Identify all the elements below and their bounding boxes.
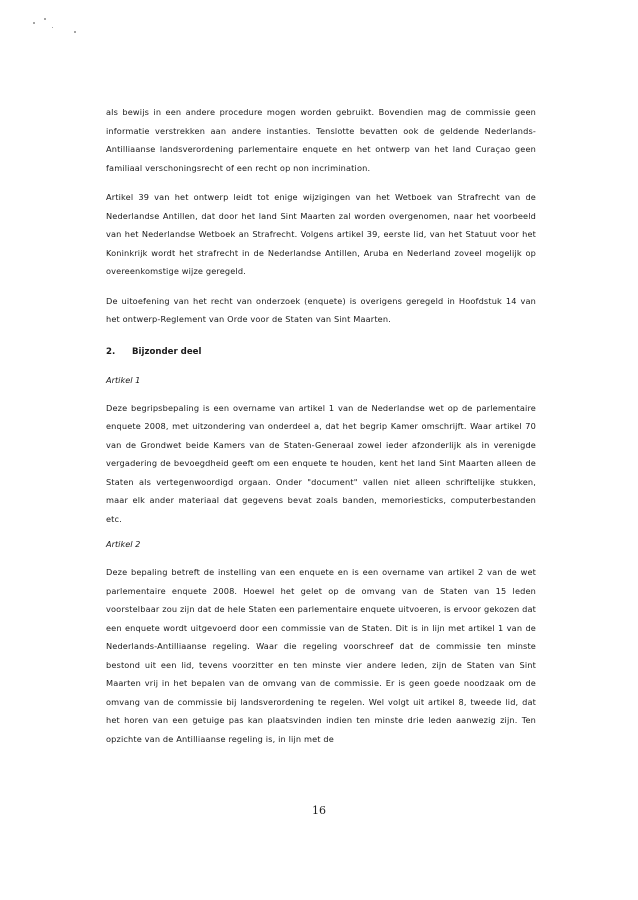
- paragraph-intro-continuation: als bewijs in een andere procedure mogen worden gebruikt. Bovendien mag de commissie geen informatie verstrekken aan andere instanties. Tenslotte bevatten ook de geldende Nederlands-Antilliaanse landsverordening parlementaire enquete en het ontwerp van het land Curaçao geen familiaal verschoningsrecht of een recht op non incrimination.: [106, 107, 536, 173]
- section-title: Bijzonder deel: [132, 346, 202, 357]
- page-number: 16: [312, 804, 326, 817]
- artikel-1-heading: Artikel 1: [106, 374, 141, 385]
- paragraph-enquete-hoofdstuk: De uitoefening van het recht van onderzoek (enquete) is overigens geregeld in Hoofdstuk 14 van het ontwerp-Reglement van Orde voor de Staten van Sint Maarten.: [106, 295, 536, 324]
- scan-speck: [33, 22, 35, 24]
- paragraph-artikel-39: Artikel 39 van het ontwerp leidt tot enige wijzigingen van het Wetboek van Strafrecht van de Nederlandse Antillen, dat door het land Sint Maarten zal worden overgenomen, naar het voorbeeld van het Nederlandse Wetboek an Strafrecht. Volgens artikel 39, eerste lid, van het Statuut voor het Koninkrijk wordt het strafrecht in de Nederlandse Antillen, Aruba en Nederland zoveel mogelijk op overeenkomstige wijze geregeld.: [106, 192, 536, 276]
- scan-speck: [52, 27, 53, 28]
- scan-speck: [44, 18, 46, 20]
- artikel-2-heading: Artikel 2: [106, 539, 141, 549]
- artikel-2-text: Deze bepaling betreft de instelling van een enquete en is een overname van artikel 2 van de wet parlementaire enquete 2008. Hoewel het gelet op de omvang van de Staten van 15 leden voorstelbaar zou zijn dat de hele Staten een parlementaire enquete uitvoeren, is ervoor gekozen dat een enquete wordt uitgevoerd door een commissie van de Staten. Dit is in lijn met artikel 1 van de Nederlands-Antilliaanse regeling. Waar die regeling voorschreef dat de commissie ten minste bestond uit een lid, tevens voorzitter en ten minste vier andere leden, zijn de Staten van Sint Maarten vrij in het bepalen van de omvang van de commissie. Er is geen goede noodzaak om de omvang van de commissie bij landsverordening te regelen. Wel volgt uit artikel 8, tweede lid, dat het horen van een getuige pas kan plaatsvinden indien ten minste drie leden aanwezig zijn. Ten opzichte van de Antilliaanse regeling is, in lijn met de: [106, 567, 536, 744]
- scan-speck: [74, 31, 76, 33]
- section-number: 2.: [106, 346, 116, 357]
- document-body: [106, 103, 536, 759]
- artikel-1-text: Deze begripsbepaling is een overname van artikel 1 van de Nederlandse wet op de parlementaire enquete 2008, met uitzondering van onderdeel a, dat het begrip Kamer omschrijft. Waar artikel 70 van de Grondwet beide Kamers van de Staten-Generaal zowel ieder afzonderlijk als in verenigde vergadering de bevoegdheid geeft om een enquete te houden, kent het land Sint Maarten alleen de Staten als vertegenwoordigd orgaan. Onder "document" vallen niet alleen schriftelijke stukken, maar elk ander materiaal dat gegevens bevat zoals banden, memoriesticks, computerbestanden etc.: [106, 402, 536, 524]
- section-heading: [106, 347, 536, 357]
